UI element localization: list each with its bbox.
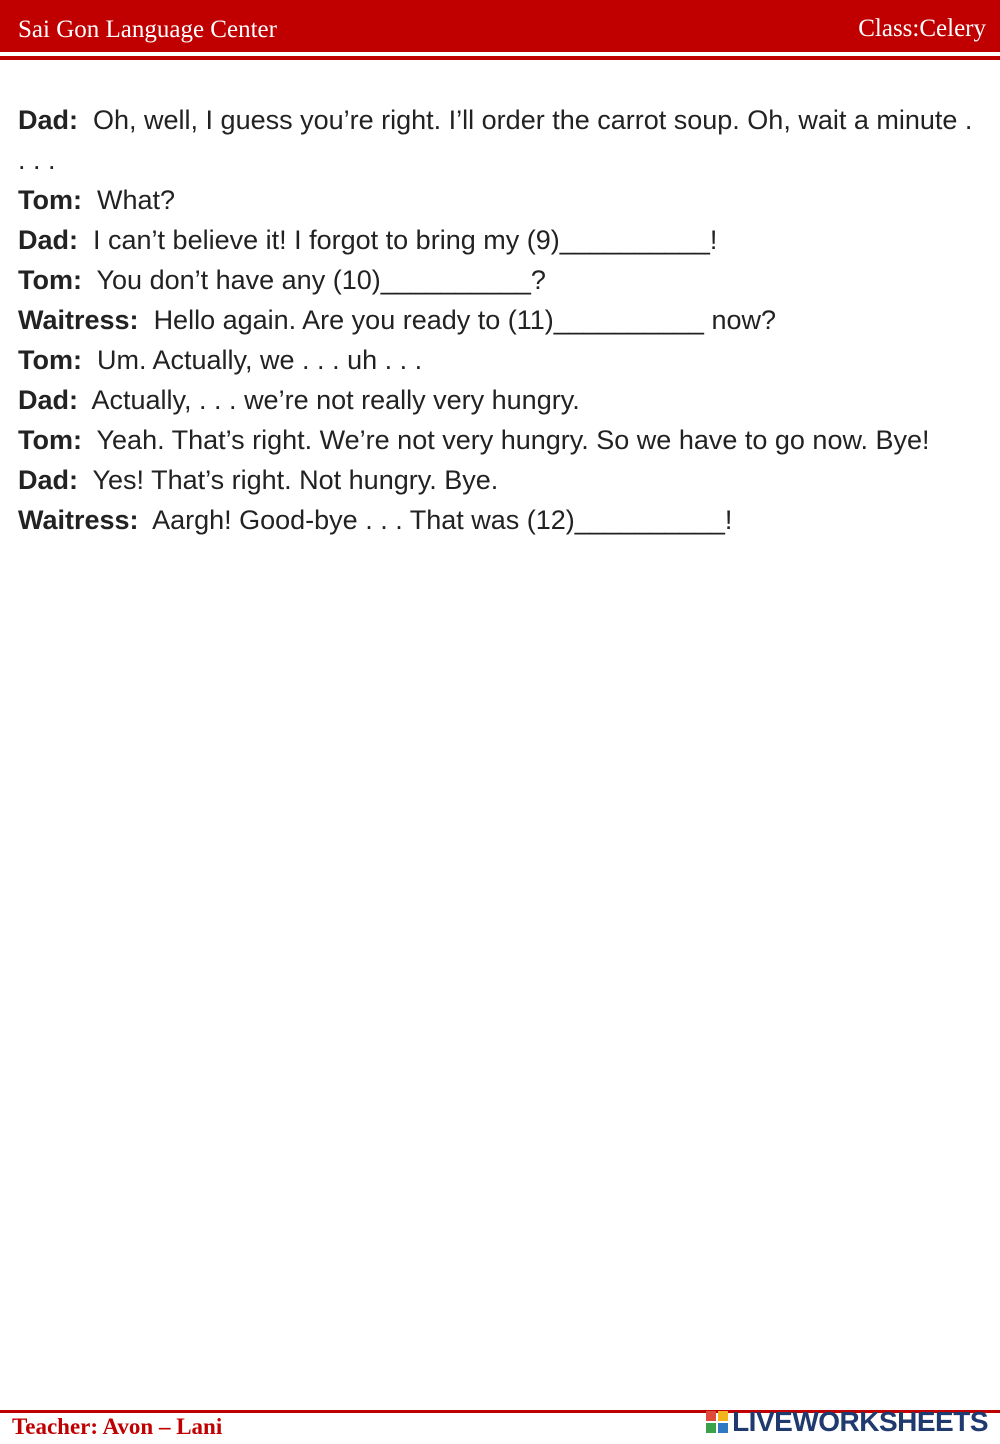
line-text: Um. Actually, we . . . uh . . . xyxy=(97,345,423,375)
dialogue-line xyxy=(18,220,986,260)
teacher-name: Teacher: Avon – Lani xyxy=(12,1414,223,1439)
dialogue xyxy=(18,100,986,540)
line-text: Hello again. Are you ready to (11)__________ now? xyxy=(153,305,776,335)
speaker-label: Dad: xyxy=(18,225,78,255)
speaker-label: Dad: xyxy=(18,385,78,415)
dialogue-line xyxy=(18,260,986,300)
line-text: Yes! That’s right. Not hungry. Bye. xyxy=(92,465,499,495)
center-name: Sai Gon Language Center xyxy=(18,16,277,43)
line-text: You don’t have any (10)__________? xyxy=(96,265,546,295)
dialogue-line xyxy=(18,300,986,340)
line-text: Yeah. That’s right. We’re not very hungry. So we have to go now. Bye! xyxy=(96,425,930,455)
line-text: Aargh! Good-bye . . . That was (12)__________! xyxy=(152,505,733,535)
speaker-label: Tom: xyxy=(18,265,82,295)
speaker-label: Waitress: xyxy=(18,305,139,335)
speaker-label: Waitress: xyxy=(18,505,139,535)
line-text: I can’t believe it! I forgot to bring my (9)__________! xyxy=(93,225,718,255)
dialogue-line xyxy=(18,340,986,380)
class-label: Class:Celery xyxy=(858,15,986,42)
line-text: Actually, . . . we’re not really very hungry. xyxy=(91,385,580,415)
dialogue-line xyxy=(18,500,986,540)
dialogue-line xyxy=(18,100,986,180)
dialogue-line xyxy=(18,420,986,460)
speaker-label: Tom: xyxy=(18,425,82,455)
speaker-label: Dad: xyxy=(18,465,78,495)
brand-wordmark: LIVEWORKSHEETS xyxy=(732,1406,988,1437)
header-divider xyxy=(0,56,1000,60)
dialogue-line xyxy=(18,180,986,220)
dialogue-line xyxy=(18,460,986,500)
speaker-label: Tom: xyxy=(18,185,82,215)
line-text: Oh, well, I guess you’re right. I’ll order the carrot soup. Oh, wait a minute . . . . xyxy=(18,105,973,175)
speaker-label: Tom: xyxy=(18,345,82,375)
speaker-label: Dad: xyxy=(18,105,78,135)
liveworksheets-logo-icon xyxy=(706,1411,728,1433)
dialogue-line xyxy=(18,380,986,420)
line-text: What? xyxy=(97,185,176,215)
liveworksheets-brand xyxy=(706,1404,988,1440)
